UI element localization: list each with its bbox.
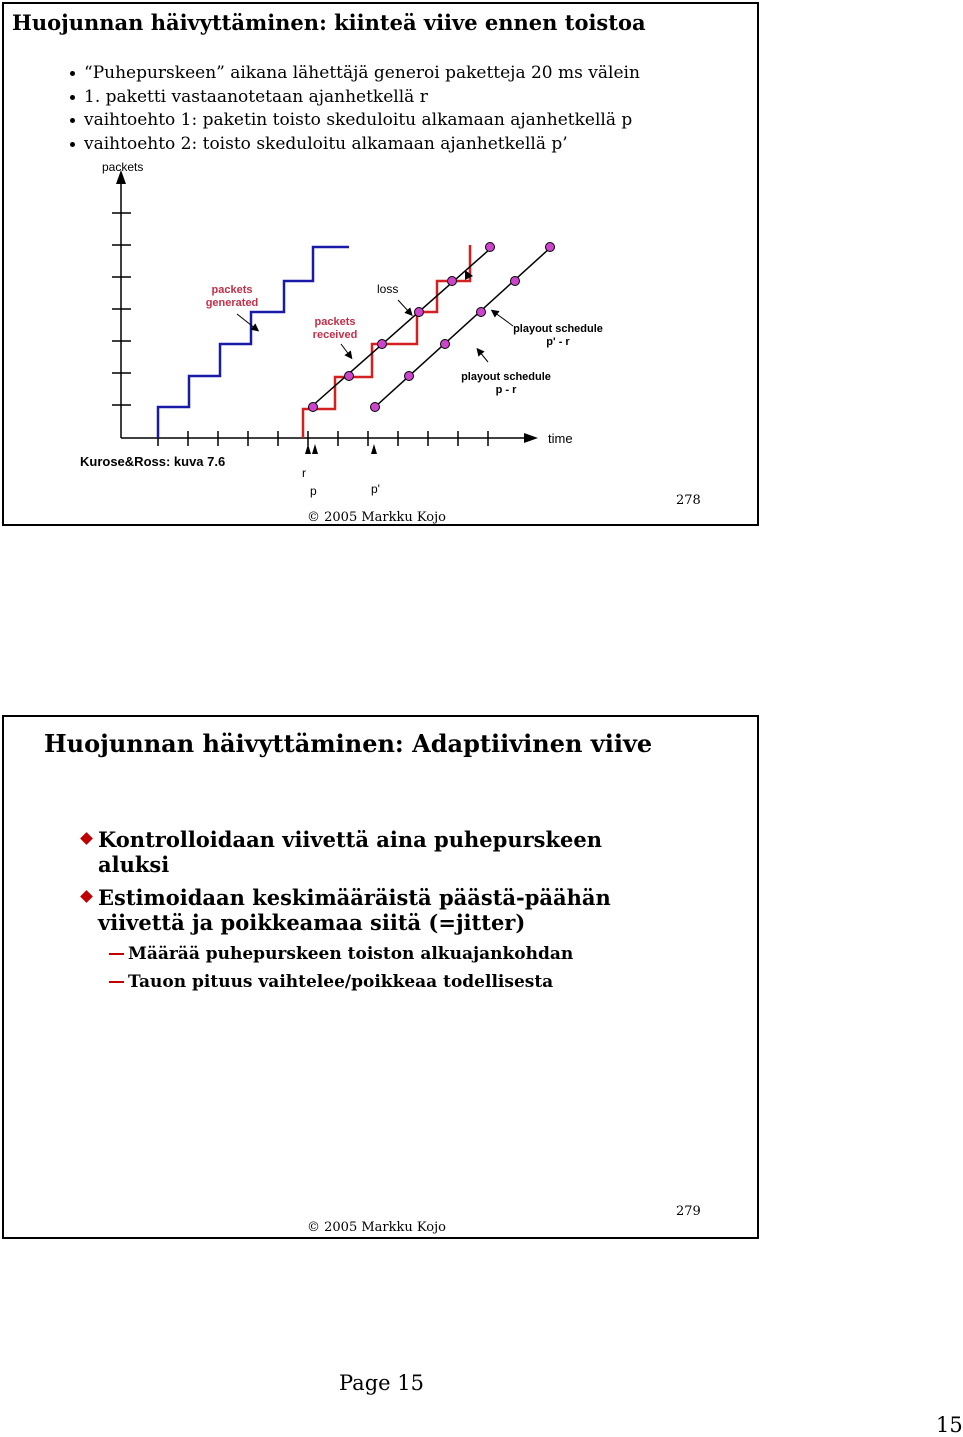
- playout-point: [486, 243, 495, 252]
- schedule-p-label-line1: playout schedule: [461, 371, 551, 383]
- playout-delay-figure: [4, 4, 761, 528]
- loss-label: loss: [377, 282, 399, 296]
- slide-title: Huojunnan häivyttäminen: kiinteä viive ennen toistoa: [12, 10, 646, 35]
- playout-point: [405, 372, 414, 381]
- figure-caption: Kurose&Ross: kuva 7.6: [80, 454, 226, 469]
- schedule-p-pointer-arrow: [479, 351, 488, 362]
- copyright: © 2005 Markku Kojo: [307, 510, 446, 525]
- tick-arrow-icon: [312, 444, 318, 454]
- schedule-p-prime-label-line1: playout schedule: [513, 323, 603, 335]
- schedule-p-prime-label-line2: p' - r: [546, 336, 570, 348]
- playout-point: [477, 308, 486, 317]
- playout-point: [378, 340, 387, 349]
- tick-arrow-icon: [371, 444, 377, 454]
- tick-label-p-prime: p': [371, 482, 380, 496]
- bullet-line: Kontrolloidaan viivettä aina puhepurskeen: [98, 827, 603, 852]
- page-number: 15: [936, 1413, 963, 1437]
- slide-278: [2, 2, 759, 526]
- generated-label-line2: generated: [205, 297, 259, 309]
- playout-point: [415, 308, 424, 317]
- copyright: © 2005 Markku Kojo: [307, 1220, 446, 1235]
- playout-point: [546, 243, 555, 252]
- bullet-line: viivettä ja poikkeamaa siitä (=jitter): [98, 910, 526, 935]
- received-pointer-arrow: [341, 344, 350, 356]
- bullet-item: [98, 827, 602, 877]
- received-label-line1: packets: [314, 316, 356, 328]
- tick-label-r: r: [302, 466, 306, 480]
- tick-label-p: p: [310, 484, 317, 498]
- dash-bullet-icon: [109, 953, 124, 955]
- tick-arrow-icon: [305, 444, 311, 454]
- slide-279: [2, 715, 759, 1239]
- bullet-item: vaihtoehto 2: toisto skeduloitu alkamaan ajanhetkellä p’: [84, 133, 640, 157]
- slide-number: 278: [676, 493, 701, 508]
- schedule-p-prime-pointer-arrow: [494, 312, 513, 326]
- sub-bullet-item: [128, 943, 573, 965]
- bullet-item: 1. paketti vastaanotetaan ajanhetkellä r: [84, 86, 640, 110]
- playout-point: [309, 403, 318, 412]
- diamond-bullet-icon: [80, 832, 93, 845]
- slide-title: Huojunnan häivyttäminen: Adaptiivinen viive: [44, 729, 653, 758]
- x-axis-label: time: [548, 431, 573, 446]
- bullet-item: “Puhepurskeen” aikana lähettäjä generoi paketteja 20 ms välein: [84, 62, 640, 86]
- y-axis-label: packets: [102, 160, 144, 174]
- generated-label-line1: packets: [211, 284, 253, 296]
- dash-bullet-icon: [109, 981, 124, 983]
- playout-point: [345, 372, 354, 381]
- bullet-item: vaihtoehto 1: paketin toisto skeduloitu alkamaan ajanhetkellä p: [84, 109, 640, 133]
- slide-number: 279: [676, 1204, 701, 1219]
- sub-bullet-text: Määrää puhepurskeen toiston alkuajankohdan: [128, 944, 574, 964]
- schedule-p-label-line2: p - r: [495, 384, 517, 396]
- playout-point: [371, 403, 380, 412]
- playout-point: [448, 277, 457, 286]
- bullet-line: aluksi: [98, 852, 170, 877]
- page-label: Page 15: [339, 1371, 424, 1395]
- x-axis-arrow: [524, 433, 538, 443]
- received-label-line2: received: [312, 329, 358, 341]
- loss-pointer-arrow: [398, 300, 410, 313]
- playout-point: [441, 340, 450, 349]
- playout-point: [511, 277, 520, 286]
- bullet-line: Estimoidaan keskimääräistä päästä-päähän: [98, 885, 611, 910]
- bullet-item: [98, 885, 611, 935]
- diamond-bullet-icon: [80, 890, 93, 903]
- sub-bullet-text: Tauon pituus vaihtelee/poikkeaa todellisesta: [128, 972, 554, 992]
- sub-bullet-item: [128, 971, 553, 993]
- generated-pointer-arrow: [237, 314, 256, 329]
